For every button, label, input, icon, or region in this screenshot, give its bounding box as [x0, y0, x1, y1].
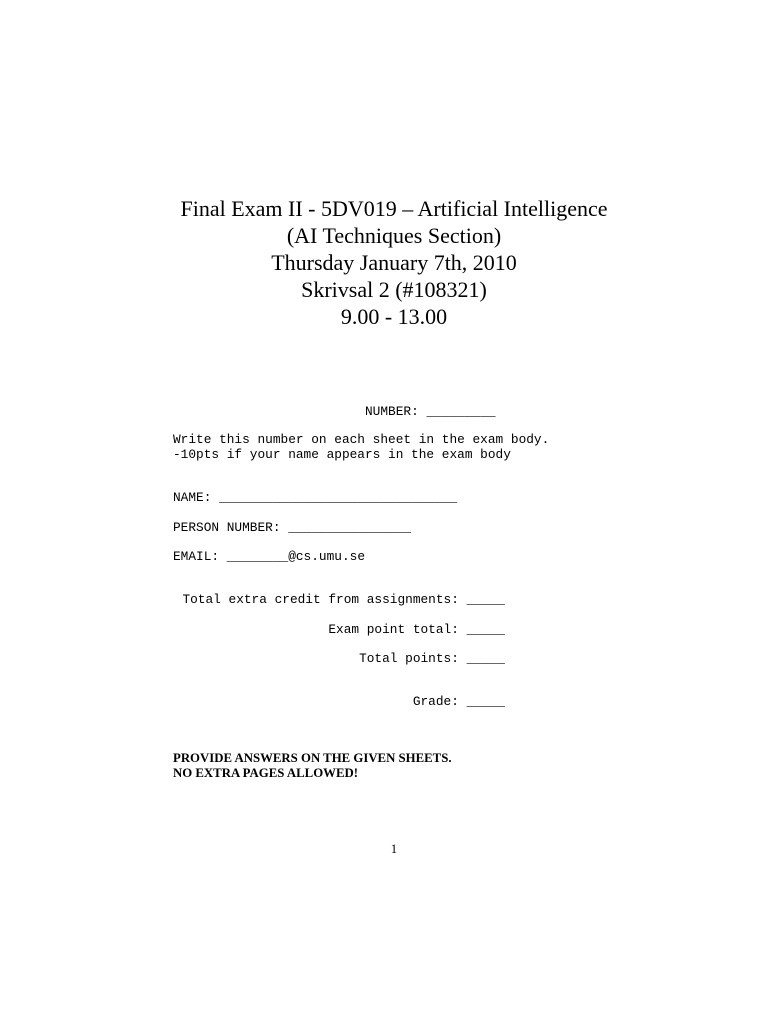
- number-blank: _________: [426, 404, 496, 419]
- exam-title: Final Exam II - 5DV019 – Artificial Intelligence: [180, 196, 608, 221]
- name-field: [173, 490, 457, 505]
- grade-blank: _____: [466, 694, 505, 709]
- number-field: [365, 404, 496, 419]
- notice-line-2: NO EXTRA PAGES ALLOWED!: [173, 766, 358, 780]
- exam-section: (AI Techniques Section): [286, 223, 502, 248]
- email-blank: ________: [226, 549, 289, 564]
- total-points-label: Total points:: [359, 651, 459, 666]
- exam-time: 9.00 - 13.00: [340, 304, 448, 329]
- person-number-blank: ________________: [288, 520, 412, 535]
- page-number: 1: [390, 842, 398, 856]
- number-label: NUMBER:: [365, 404, 419, 419]
- answer-notice: [173, 751, 452, 781]
- notice-line-1: PROVIDE ANSWERS ON THE GIVEN SHEETS.: [173, 751, 452, 765]
- email-domain: @cs.umu.se: [288, 549, 365, 564]
- name-blank: _______________________________: [219, 490, 458, 505]
- name-label: NAME:: [173, 490, 212, 505]
- instruction-line-1: Write this number on each sheet in the exam body.: [173, 432, 550, 447]
- person-number-label: PERSON NUMBER:: [173, 520, 281, 535]
- instructions-block: [173, 432, 549, 462]
- exam-date: Thursday January 7th, 2010: [271, 250, 517, 275]
- person-number-field: [173, 520, 411, 535]
- email-label: EMAIL:: [173, 549, 220, 564]
- extra-credit-blank: _____: [466, 592, 505, 607]
- exam-point-total-score: [328, 622, 505, 637]
- exam-title-block: [20, 195, 768, 330]
- total-points-blank: _____: [466, 651, 505, 666]
- instruction-line-2: -10pts if your name appears in the exam body: [173, 447, 511, 462]
- extra-credit-score: [182, 592, 505, 607]
- exam-point-total-label: Exam point total:: [328, 622, 459, 637]
- grade-label: Grade:: [412, 694, 459, 709]
- exam-room: Skrivsal 2 (#108321): [301, 277, 487, 302]
- grade-score: [413, 694, 505, 709]
- extra-credit-label: Total extra credit from assignments:: [182, 592, 459, 607]
- email-field: [173, 549, 365, 564]
- total-points-score: [359, 651, 505, 666]
- exam-point-total-blank: _____: [466, 622, 505, 637]
